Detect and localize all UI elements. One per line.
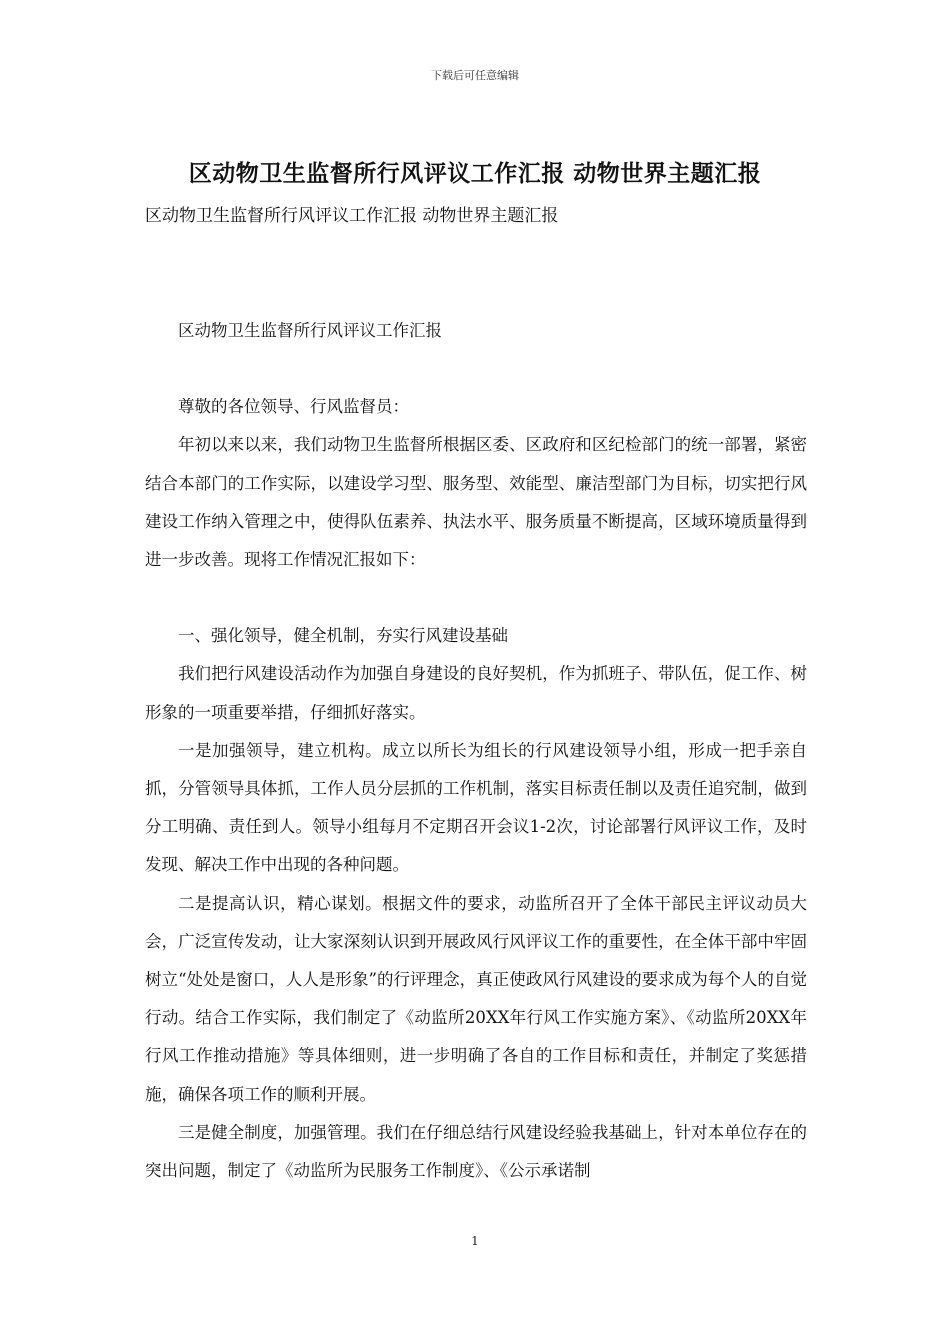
section-heading: 一、强化领导，健全机制，夯实行风建设基础	[178, 626, 508, 646]
paragraph: 一是加强领导，建立机构。成立以所长为组长的行风建设领导小组，形成一把手亲自抓，分管领导具体抓，工作人员分层抓的工作机制，落实目标责任制以及责任追究制，做到分工明确、责任到人。领导小组每月不定期召开会议1-2次，讨论部署行风评议工作，及时发现、解决工作中出现的各种问题。	[145, 740, 807, 875]
page-number: 1	[471, 1234, 479, 1248]
document-subtitle: 区动物卫生监督所行风评议工作汇报 动物世界主题汇报	[145, 206, 559, 226]
report-title: 区动物卫生监督所行风评议工作汇报	[178, 321, 442, 340]
paragraph-intro: 年初以来以来，我们动物卫生监督所根据区委、区政府和区纪检部门的统一部署，紧密结合本部门的工作实际，以建设学习型、服务型、效能型、廉洁型部门为目标，切实把行风建设工作纳入管理之中，使得队伍素养、执法水平、服务质量不断提高，区域环境质量得到进一步改善。现将工作情况汇报如下：	[145, 435, 807, 570]
header-note: 下载后可任意编辑	[431, 69, 519, 82]
document-body	[145, 312, 807, 1190]
spacer	[145, 350, 807, 388]
paragraph: 我们把行风建设活动作为加强自身建设的良好契机，作为抓班子、带队伍，促工作、树形象的一项重要举措，仔细抓好落实。	[145, 664, 807, 722]
document-title: 区动物卫生监督所行风评议工作汇报 动物世界主题汇报	[188, 160, 762, 187]
salutation: 尊敬的各位领导、行风监督员：	[178, 397, 409, 417]
paragraph: 二是提高认识，精心谋划。根据文件的要求，动监所召开了全体干部民主评议动员大会，广泛宣传发动，让大家深刻认识到开展政风行风评议工作的重要性，在全体干部中牢固树立“处处是窗口，人人是形象”的行评理念，真正使政风行风建设的要求成为每个人的自觉行动。结合工作实际，我们制定了《动监所20XX年行风工作实施方案》、《动监所20XX年行风工作推动措施》等具体细则，进一步明确了各自的工作目标和责任，并制定了奖惩措施，确保各项工作的顺利开展。	[145, 893, 807, 1104]
paragraph: 三是健全制度，加强管理。我们在仔细总结行风建设经验我基础上，针对本单位存在的突出问题，制定了《动监所为民服务工作制度》、《公示承诺制	[145, 1122, 807, 1181]
spacer	[145, 579, 807, 617]
